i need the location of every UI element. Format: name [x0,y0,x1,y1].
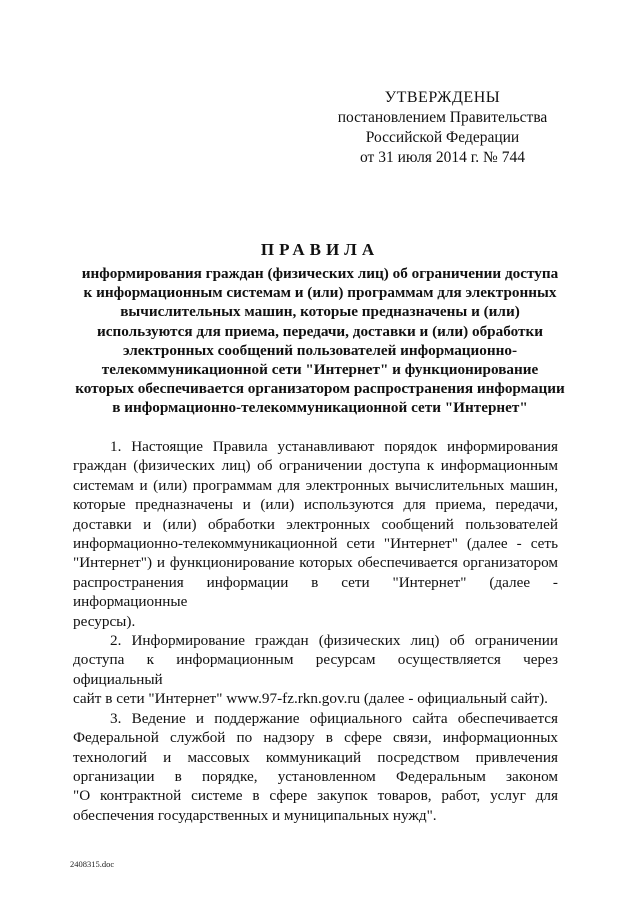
paragraph-line: которые предназначены и (или) используются для приема, передачи, [73,496,558,514]
document-body [73,437,558,825]
paragraph-line: "О контрактной системе в сфере закупок товаров, работ, услуг для [73,787,558,805]
approval-block [330,88,555,168]
paragraph-line: доставки и (или) обработки электронных сообщений пользователей [73,515,558,533]
paragraph-line: организации в порядке, установленном Федеральным законом [73,767,558,785]
subtitle-line: к информационным системам и (или) программам для электронных [83,284,557,302]
paragraph-1 [73,437,558,631]
approval-line: постановлением Правительства [337,109,548,126]
subtitle-line: используются для приема, передачи, доставки и (или) обработки [97,322,543,340]
document-subtitle [70,264,570,418]
paragraph-line: Федеральной службой по надзору в сфере связи, информационных [73,729,558,747]
paragraph-line: технологий и массовых коммуникаций посредством привлечения [73,748,558,766]
paragraph-line: ресурсы). [73,612,136,630]
paragraph-line: 1. Настоящие Правила устанавливают порядок информирования [110,438,558,455]
subtitle-line: телекоммуникационной сети "Интернет" и функционирование [101,361,539,379]
approval-line: Российской Федерации [365,129,520,146]
document-title: ПРАВИЛА [260,240,380,259]
paragraph-line: 2. Информирование граждан (физических лиц) об ограничении [110,632,558,650]
paragraph-line: обеспечения государственных и муниципальных нужд". [73,806,437,824]
subtitle-line: информирования граждан (физических лиц) об ограничении доступа [81,265,559,282]
subtitle-line: в информационно-телекоммуникационной сети "Интернет" [112,399,528,417]
paragraph-line: "Интернет") и функционирование которых обеспечивается организатором [73,554,558,572]
paragraph-line: информационно-телекоммуникационной сети "Интернет" (далее - сеть [73,535,558,553]
subtitle-line: которых обеспечивается организатором распространения информации [75,380,565,398]
paragraph-2 [73,631,558,709]
document-file-code: 2408315.doc [70,859,115,869]
paragraph-line: системам и (или) программам для электронных вычислительных машин, [73,476,558,494]
paragraph-line: граждан (физических лиц) об ограничении доступа к информационным [73,457,558,475]
approval-heading: УТВЕРЖДЕНЫ [384,89,501,106]
paragraph-3 [73,709,558,825]
approval-line: от 31 июля 2014 г. № 744 [360,149,525,166]
subtitle-line: вычислительных машин, которые предназначены и (или) [120,303,520,321]
paragraph-line: доступа к информационным ресурсам осуществляется через официальный [73,651,558,688]
paragraph-line: распространения информации в сети "Интернет" (далее - информационные [73,573,558,611]
paragraph-line: сайт в сети "Интернет" www.97-fz.rkn.gov.ru (далее - официальный сайт). [73,690,548,708]
paragraph-line: 3. Ведение и поддержание официального сайта обеспечивается [110,709,558,727]
subtitle-line: электронных сообщений пользователей информационно- [122,341,518,359]
